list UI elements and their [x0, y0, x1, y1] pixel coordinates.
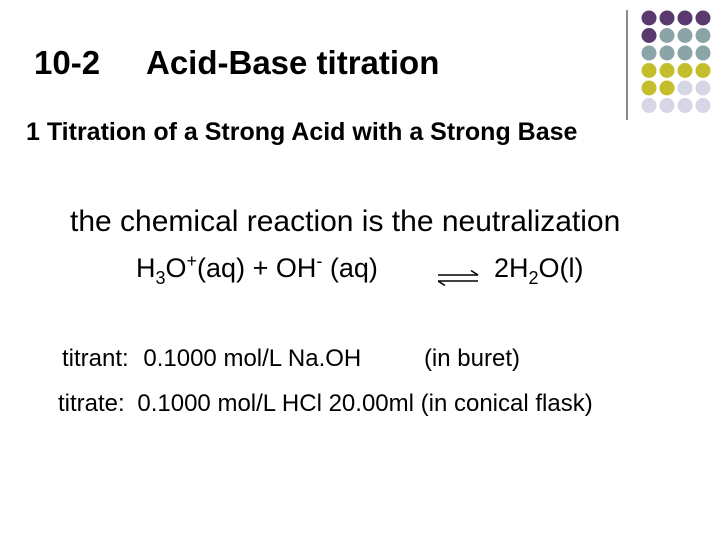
slide-number: 10-2 — [34, 44, 101, 81]
decorative-dot — [696, 98, 711, 113]
decorative-dot — [642, 98, 657, 113]
decorative-dot — [660, 28, 675, 43]
titrant-line — [62, 345, 520, 373]
equation-products: $2H_2O(l)$ — [494, 253, 584, 288]
decorative-dot — [660, 63, 675, 78]
decorative-dot — [678, 11, 693, 26]
decorative-dot — [642, 63, 657, 78]
decorative-dot — [678, 63, 693, 78]
decorative-dot — [696, 63, 711, 78]
titrant-value: 0.1000 mol/L Na.OH — [143, 345, 362, 372]
decorative-dot — [642, 11, 657, 26]
decorative-dot — [678, 46, 693, 61]
titrant-note: (in buret) — [423, 345, 520, 372]
equation-reactants: $H_3O^+(aq) + OH^-$ (aq) — [136, 251, 378, 288]
decorative-dot — [696, 11, 711, 26]
section-heading: 1 Titration of a Strong Acid with a Strong Base — [26, 118, 578, 146]
decorative-dot — [678, 28, 693, 43]
titrant-label: titrant: — [62, 345, 129, 372]
decorative-dot — [660, 81, 675, 96]
decorative-dot — [696, 46, 711, 61]
titrate-line — [58, 390, 593, 418]
decorative-dot — [696, 28, 711, 43]
titrate-label: titrate: — [58, 390, 125, 417]
decorative-dot — [642, 81, 657, 96]
decorative-dot — [642, 46, 657, 61]
titrate-value: 0.1000 mol/L HCl 20.00ml (in conical flask) — [137, 390, 593, 417]
decorative-dot — [660, 11, 675, 26]
decorative-dot — [660, 98, 675, 113]
reaction-intro: the chemical reaction is the neutralization — [70, 205, 621, 238]
decorative-dot — [642, 28, 657, 43]
decorative-dot — [678, 81, 693, 96]
equilibrium-arrows-icon — [435, 270, 481, 286]
slide-title: Acid-Base titration — [146, 44, 440, 81]
decorative-dot — [660, 46, 675, 61]
decorative-dot — [696, 81, 711, 96]
decorative-dot — [678, 98, 693, 113]
